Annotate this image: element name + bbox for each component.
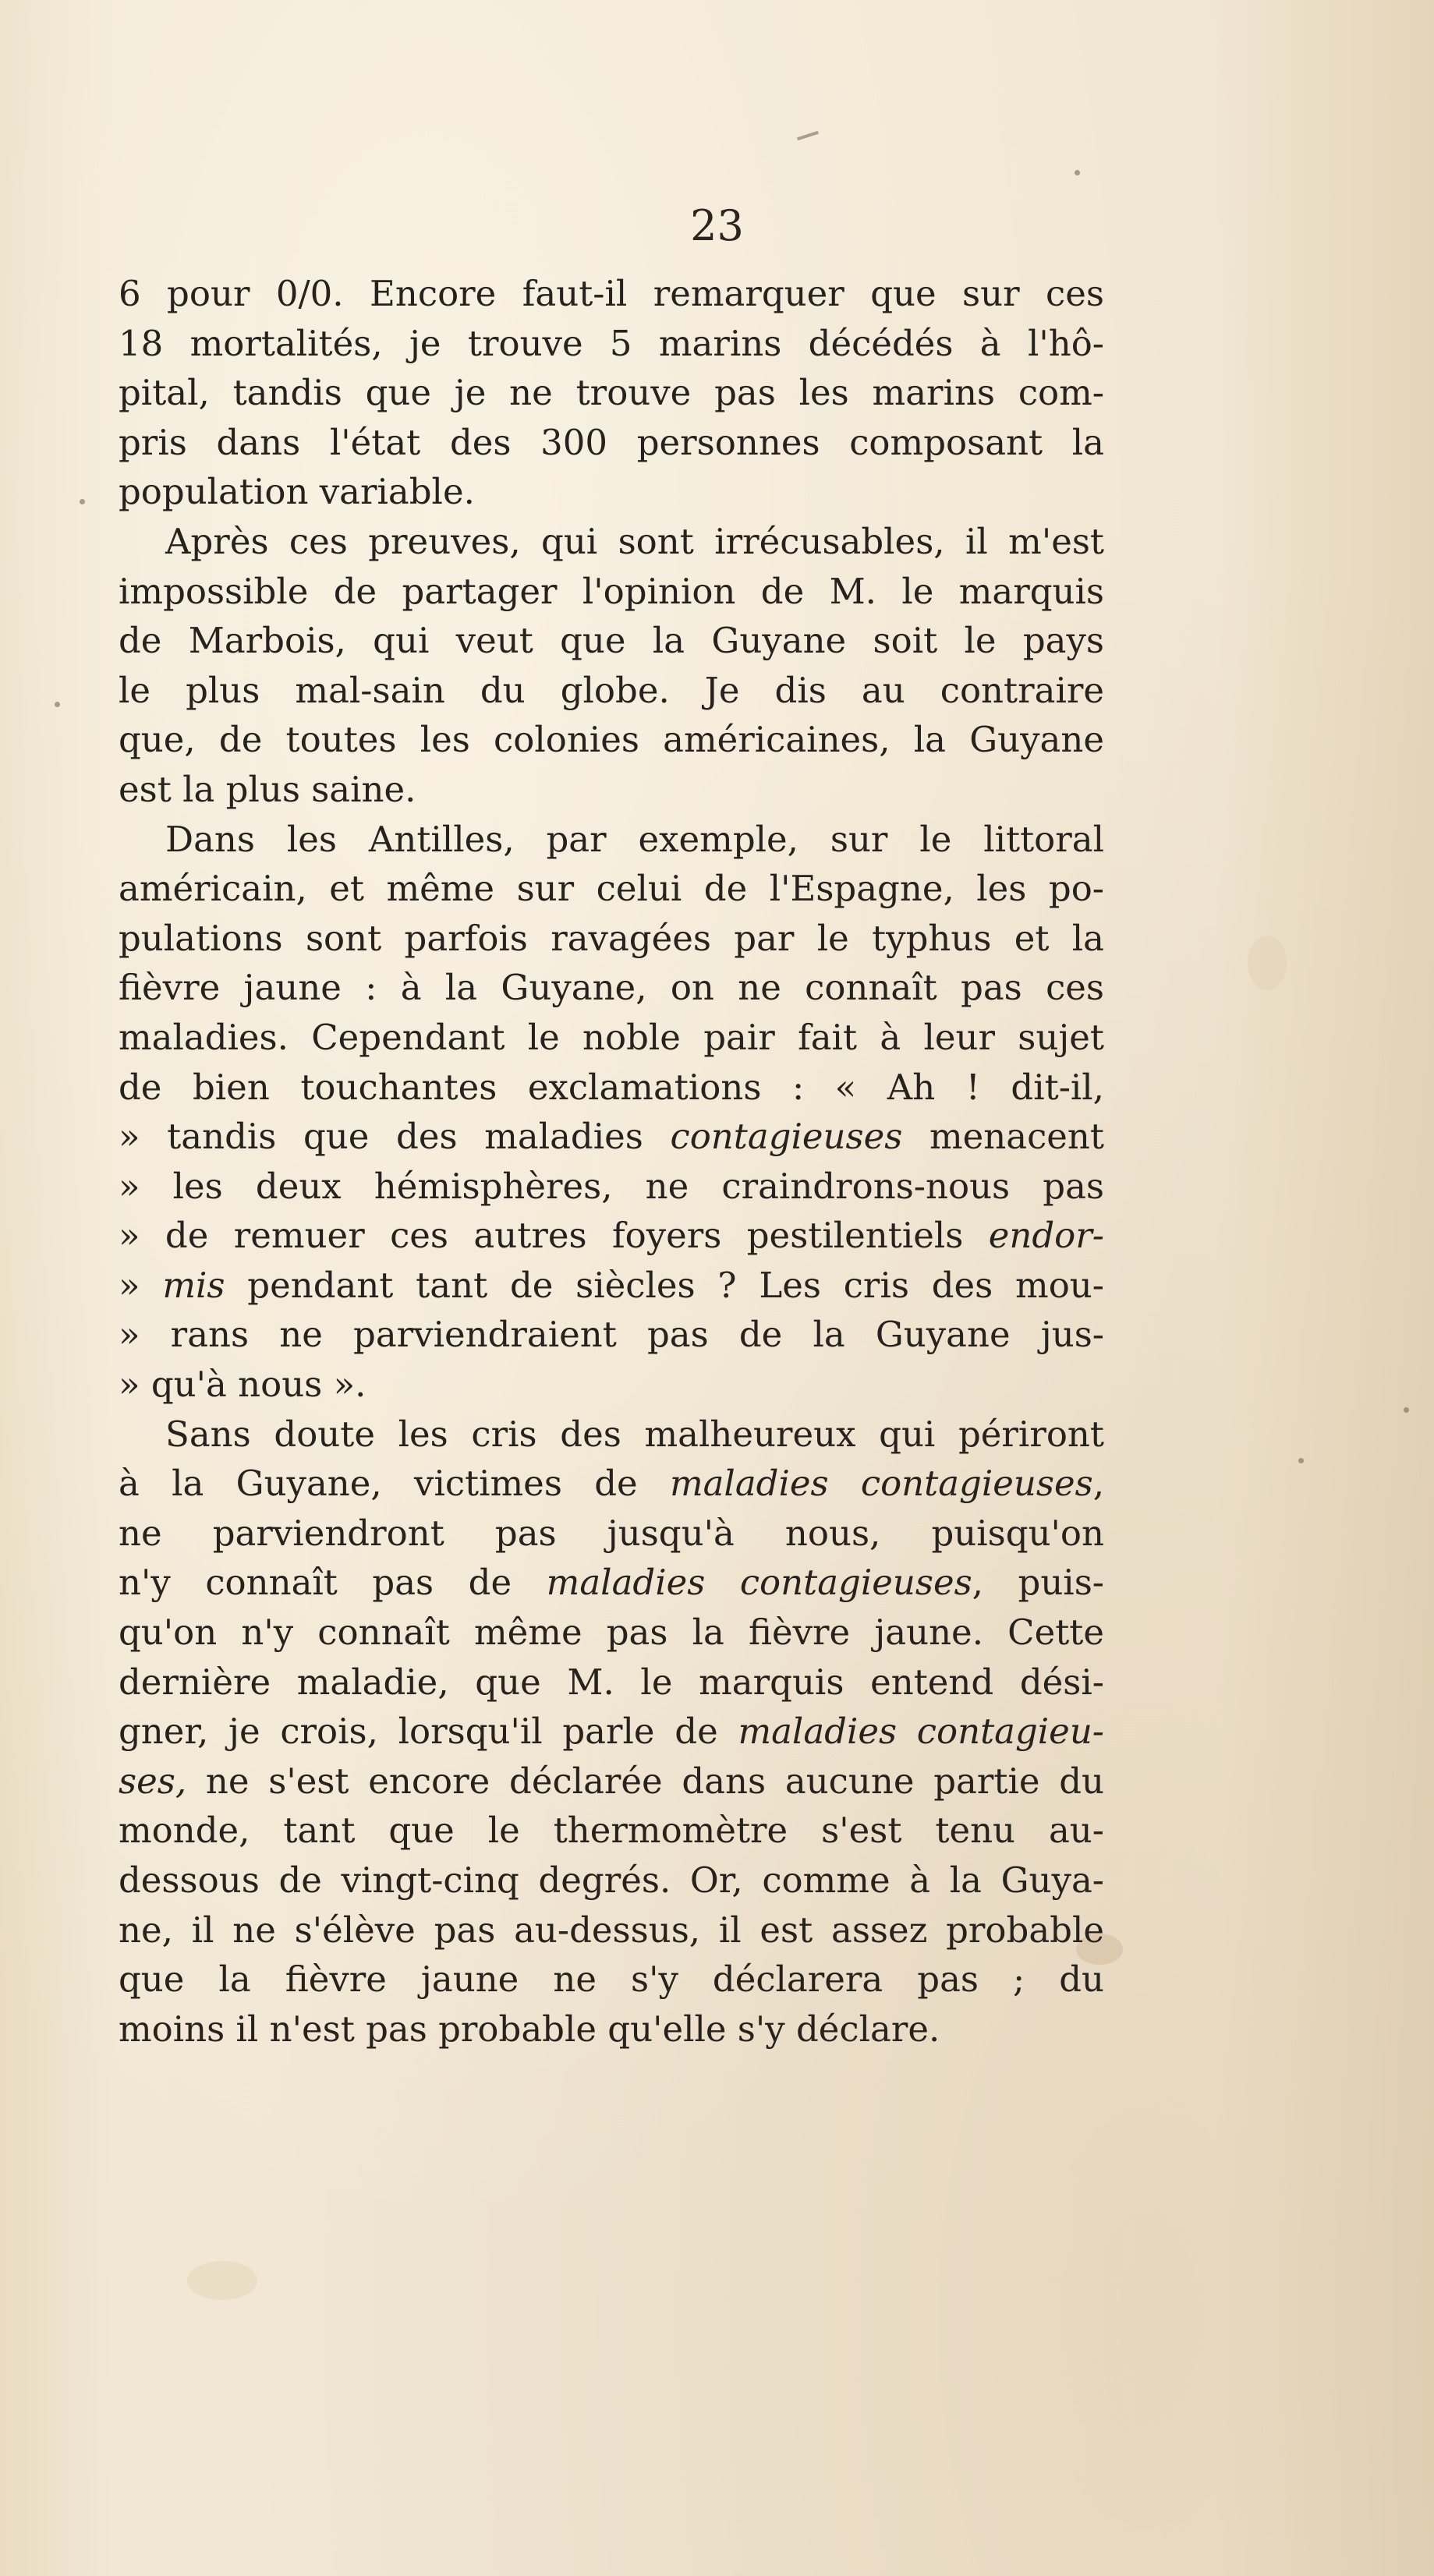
page-number: 23 <box>690 201 744 250</box>
ink-speck <box>1075 170 1080 175</box>
ink-speck <box>1298 1458 1304 1463</box>
italic-term: contagieuses <box>670 1116 903 1158</box>
text-line: pulations sont parfois ravagées par le typhus et la <box>119 917 1104 959</box>
text-line: pital, tandis que je ne trouve pas les marins com- <box>119 372 1104 414</box>
text-line: n'y connaît pas de maladies contagieuses, puis- <box>119 1562 1104 1604</box>
text-line: ses, ne s'est encore déclarée dans aucune partie du <box>119 1760 1104 1802</box>
text-line: Dans les Antilles, par exemple, sur le littoral <box>165 818 1104 860</box>
paper-stain <box>1248 936 1287 990</box>
ink-speck <box>1404 1407 1409 1413</box>
text-line: à la Guyane, victimes de maladies contagieuses, <box>119 1463 1105 1505</box>
pencil-mark <box>797 131 819 140</box>
text-line: » qu'à nous ». <box>119 1364 366 1406</box>
text-line: pris dans l'état des 300 personnes composant la <box>119 421 1104 463</box>
text-line: Après ces preuves, qui sont irrécusables, il m'est <box>165 520 1104 562</box>
text-line: qu'on n'y connaît même pas la fièvre jaune. Cette <box>119 1612 1104 1654</box>
text-line: 6 pour 0/0. Encore faut-il remarquer que sur ces <box>119 273 1104 314</box>
text-line: fièvre jaune : à la Guyane, on ne connaît pas ces <box>119 967 1104 1009</box>
text-line: américain, et même sur celui de l'Espagne, les po- <box>119 868 1104 910</box>
text-line: » les deux hémisphères, ne craindrons-nous pas <box>119 1165 1104 1207</box>
text-line: » mis pendant tant de siècles ? Les cris des mou- <box>119 1264 1104 1306</box>
paper-stain <box>187 2261 257 2300</box>
text-line: dernière maladie, que M. le marquis entend dési- <box>119 1661 1104 1703</box>
text-line: monde, tant que le thermomètre s'est tenu au- <box>119 1810 1104 1852</box>
text-line: dessous de vingt-cinq degrés. Or, comme à la Guya- <box>119 1859 1104 1901</box>
text-line: » rans ne parviendraient pas de la Guyane jus- <box>119 1314 1104 1356</box>
text-line: » de remuer ces autres foyers pestilentiels endor- <box>119 1215 1104 1257</box>
text-line: » tandis que des maladies contagieuses menacent <box>119 1116 1104 1158</box>
text-line: maladies. Cependant le noble pair fait à leur sujet <box>119 1016 1104 1058</box>
text-line: ne, il ne s'élève pas au-dessus, il est assez probable <box>119 1909 1104 1951</box>
text-line: moins il n'est pas probable qu'elle s'y déclare. <box>119 2008 940 2050</box>
italic-term: maladies contagieu- <box>738 1711 1105 1753</box>
ink-speck <box>55 702 60 707</box>
text-line: que la fièvre jaune ne s'y déclarera pas ; du <box>119 1959 1104 2001</box>
italic-term: maladies contagieuses <box>669 1463 1093 1505</box>
body-text <box>119 269 1104 2054</box>
text-line: ne parviendront pas jusqu'à nous, puisqu'on <box>119 1512 1104 1554</box>
text-line: de Marbois, qui veut que la Guyane soit le pays <box>119 620 1104 662</box>
italic-term: endor- <box>988 1215 1104 1257</box>
text-line: 18 mortalités, je trouve 5 marins décédés à l'hô- <box>119 322 1104 364</box>
italic-term: maladies contagieuses <box>546 1562 972 1604</box>
ink-speck <box>80 499 85 504</box>
text-line: population variable. <box>119 471 475 513</box>
text-line: Sans doute les cris des malheureux qui périront <box>165 1413 1104 1455</box>
text-line: est la plus saine. <box>119 768 416 810</box>
italic-term: ses, <box>119 1760 187 1802</box>
text-line: de bien touchantes exclamations : « Ah ! dit-il, <box>119 1066 1104 1108</box>
italic-term: mis <box>162 1264 225 1306</box>
text-line: gner, je crois, lorsqu'il parle de maladies contagieu- <box>119 1711 1105 1753</box>
text-line: le plus mal-sain du globe. Je dis au contraire <box>119 669 1104 711</box>
text-line: impossible de partager l'opinion de M. le marquis <box>119 570 1104 612</box>
text-line: que, de toutes les colonies américaines, la Guyane <box>119 719 1104 761</box>
